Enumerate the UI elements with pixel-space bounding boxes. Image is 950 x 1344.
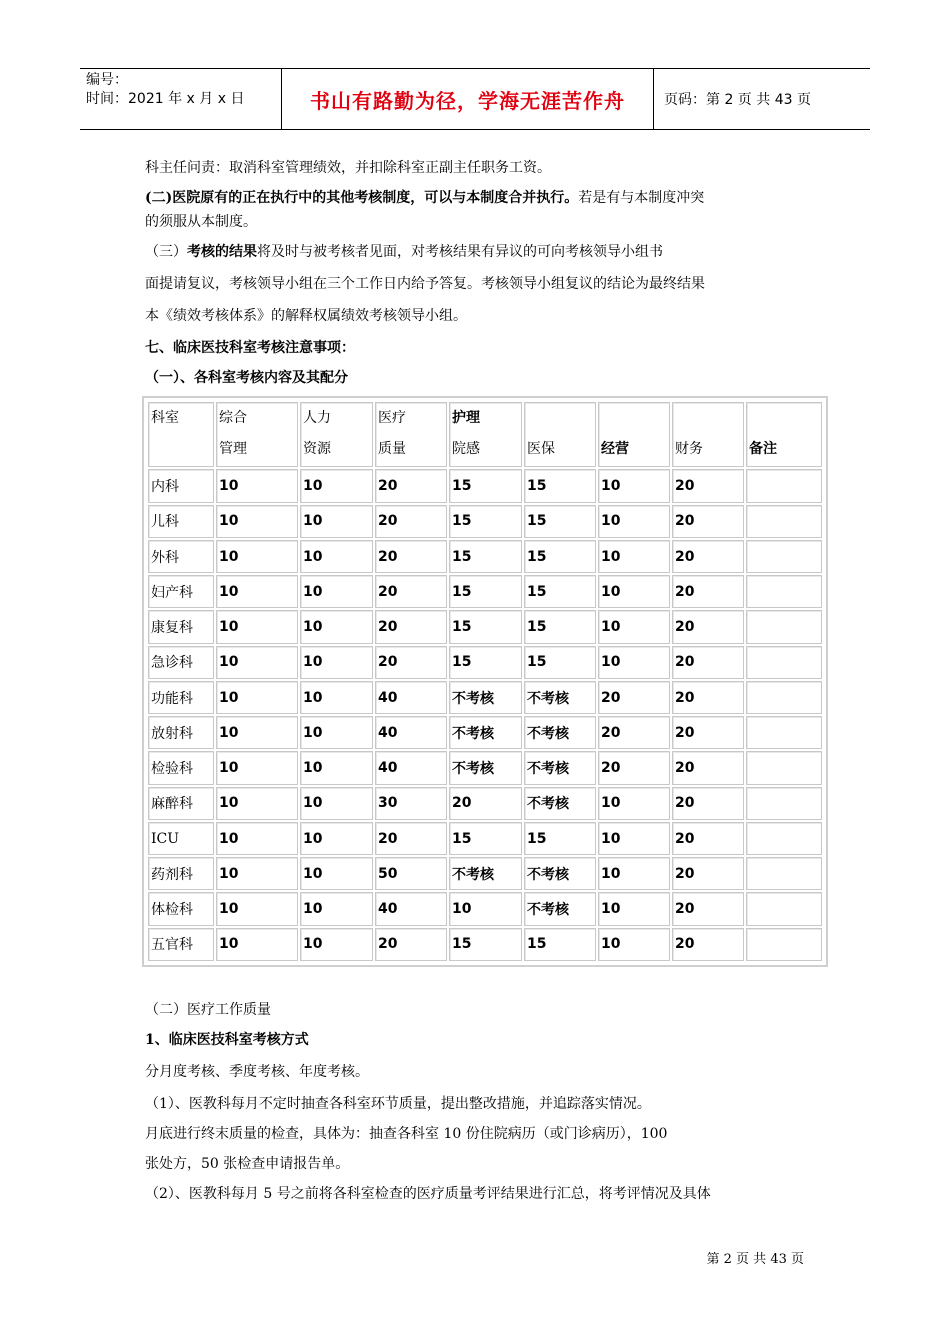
paragraph-text: （三） <box>145 244 187 260</box>
table-row <box>148 822 822 855</box>
score-cell: 15 <box>524 505 596 538</box>
score-cell: 20 <box>672 610 744 643</box>
score-cell: 20 <box>672 751 744 784</box>
score-cell: 20 <box>449 787 522 820</box>
score-cell: 15 <box>524 540 596 573</box>
table-row <box>148 857 822 890</box>
score-cell: 10 <box>598 646 670 679</box>
score-cell: 20 <box>672 646 744 679</box>
score-cell: 15 <box>449 928 522 961</box>
paragraph: （1）、医教科每月不定时抽查各科室环节质量，提出整改措施，并追踪落实情况。 <box>145 1096 651 1112</box>
score-cell: 15 <box>449 646 522 679</box>
score-cell: 10 <box>300 751 373 784</box>
score-cell: 10 <box>598 892 670 925</box>
score-cell: 10 <box>216 751 298 784</box>
score-cell: 10 <box>598 822 670 855</box>
score-cell: 20 <box>672 892 744 925</box>
score-cell: 10 <box>300 857 373 890</box>
score-cell: 20 <box>598 716 670 749</box>
dept-cell: 体检科 <box>148 892 214 925</box>
paragraph <box>145 188 704 208</box>
score-cell: 15 <box>449 610 522 643</box>
header-meta <box>80 69 282 129</box>
table-body <box>148 402 822 961</box>
score-cell: 15 <box>524 928 596 961</box>
score-cell: 20 <box>375 822 447 855</box>
score-cell: 15 <box>524 469 596 502</box>
score-cell: 50 <box>375 857 447 890</box>
score-cell: 20 <box>672 469 744 502</box>
score-cell: 10 <box>300 681 373 714</box>
dept-cell: 五官科 <box>148 928 214 961</box>
score-cell: 15 <box>449 505 522 538</box>
score-cell: 20 <box>598 681 670 714</box>
score-cell <box>746 681 822 714</box>
score-cell: 20 <box>375 505 447 538</box>
score-cell: 40 <box>375 681 447 714</box>
score-cell: 10 <box>300 822 373 855</box>
score-cell: 20 <box>672 857 744 890</box>
score-cell: 20 <box>672 505 744 538</box>
score-cell: 不考核 <box>449 681 522 714</box>
score-cell: 10 <box>216 892 298 925</box>
score-cell: 10 <box>300 575 373 608</box>
number-label: 编号： <box>86 72 128 88</box>
score-cell: 10 <box>598 857 670 890</box>
score-cell: 不考核 <box>449 716 522 749</box>
score-cell: 10 <box>216 575 298 608</box>
score-cell: 10 <box>300 787 373 820</box>
paragraph <box>145 242 663 262</box>
score-cell: 10 <box>216 787 298 820</box>
score-cell: 40 <box>375 716 447 749</box>
score-cell: 20 <box>672 681 744 714</box>
score-cell: 10 <box>300 892 373 925</box>
score-cell: 20 <box>375 646 447 679</box>
table-row <box>148 505 822 538</box>
dept-cell: 检验科 <box>148 751 214 784</box>
paragraph: 月底进行终末质量的检查，具体为：抽查各科室 10 份住院病历（或门诊病历），100 <box>145 1126 668 1142</box>
table-header-row <box>148 402 822 467</box>
score-cell: 不考核 <box>449 857 522 890</box>
table-row <box>148 892 822 925</box>
dept-cell: 麻醉科 <box>148 787 214 820</box>
paragraph: 分月度考核、季度考核、年度考核。 <box>145 1064 369 1080</box>
header-cell: 医疗 质量 <box>375 402 447 467</box>
score-cell: 10 <box>300 505 373 538</box>
page-header <box>80 68 870 130</box>
dept-cell: ICU <box>148 822 214 855</box>
dept-cell: 急诊科 <box>148 646 214 679</box>
score-cell: 30 <box>375 787 447 820</box>
score-cell: 10 <box>449 892 522 925</box>
score-cell: 10 <box>300 540 373 573</box>
score-cell: 10 <box>598 469 670 502</box>
score-cell <box>746 787 822 820</box>
score-cell <box>746 857 822 890</box>
header-cell: 备注 <box>746 402 822 467</box>
score-cell: 15 <box>449 575 522 608</box>
score-cell: 20 <box>672 822 744 855</box>
table-row <box>148 716 822 749</box>
score-cell: 10 <box>216 646 298 679</box>
score-cell: 20 <box>672 928 744 961</box>
time-label: 时间：2021 年 x 月 x 日 <box>86 91 245 107</box>
subsection-heading: 1、临床医技科室考核方式 <box>145 1032 309 1048</box>
table-row <box>148 787 822 820</box>
section-title: （二）医疗工作质量 <box>145 1002 271 1018</box>
header-cell: 人力 资源 <box>300 402 373 467</box>
dept-cell: 儿科 <box>148 505 214 538</box>
header-cell: 护理 院感 <box>449 402 522 467</box>
score-cell <box>746 892 822 925</box>
score-cell: 10 <box>598 505 670 538</box>
score-cell: 10 <box>216 505 298 538</box>
score-cell: 10 <box>216 540 298 573</box>
score-cell: 10 <box>216 610 298 643</box>
score-cell: 40 <box>375 751 447 784</box>
table-row <box>148 575 822 608</box>
score-cell: 10 <box>216 716 298 749</box>
score-cell: 15 <box>524 575 596 608</box>
bold-text: (二)医院原有的正在执行中的其他考核制度，可以与本制度合并执行。 <box>145 190 579 206</box>
score-cell: 10 <box>300 716 373 749</box>
paragraph-text: 若是有与本制度冲突 <box>578 190 705 206</box>
score-cell: 不考核 <box>524 857 596 890</box>
score-table <box>142 396 828 967</box>
header-motto: 书山有路勤为径，学海无涯苦作舟 <box>282 69 654 129</box>
score-cell: 不考核 <box>449 751 522 784</box>
dept-cell: 外科 <box>148 540 214 573</box>
score-cell: 15 <box>449 822 522 855</box>
score-cell: 20 <box>672 716 744 749</box>
paragraph-text: 将及时与被考核者见面，对考核结果有异议的可向考核领导小组书 <box>257 244 663 260</box>
score-cell: 20 <box>598 751 670 784</box>
score-cell: 15 <box>524 822 596 855</box>
table-row <box>148 646 822 679</box>
score-cell <box>746 469 822 502</box>
paragraph: （2）、医教科每月 5 号之前将各科室检查的医疗质量考评结果进行汇总，将考评情况及具体 <box>145 1186 711 1202</box>
score-cell: 20 <box>375 575 447 608</box>
header-cell: 综合 管理 <box>216 402 298 467</box>
score-cell: 10 <box>300 469 373 502</box>
score-cell: 10 <box>216 469 298 502</box>
score-cell: 15 <box>524 610 596 643</box>
table-row <box>148 751 822 784</box>
header-cell: 财务 <box>672 402 744 467</box>
page-footer: 第 2 页 共 43 页 <box>706 1252 804 1267</box>
score-cell: 不考核 <box>524 716 596 749</box>
score-cell: 10 <box>598 540 670 573</box>
header-cell: 科室 <box>148 402 214 467</box>
table-row <box>148 540 822 573</box>
score-cell <box>746 928 822 961</box>
header-cell: 经营 <box>598 402 670 467</box>
dept-cell: 内科 <box>148 469 214 502</box>
paragraph: 张处方，50 张检查申请报告单。 <box>145 1156 350 1172</box>
dept-cell: 康复科 <box>148 610 214 643</box>
score-cell <box>746 575 822 608</box>
score-cell <box>746 610 822 643</box>
paragraph: 面提请复议，考核领导小组在三个工作日内给予答复。考核领导小组复议的结论为最终结果 <box>145 276 705 292</box>
header-cell: 医保 <box>524 402 596 467</box>
score-table-grid <box>146 400 824 963</box>
score-cell: 10 <box>216 857 298 890</box>
score-cell: 10 <box>216 681 298 714</box>
score-cell <box>746 540 822 573</box>
score-cell: 不考核 <box>524 681 596 714</box>
score-cell <box>746 822 822 855</box>
score-cell: 20 <box>672 787 744 820</box>
score-cell: 40 <box>375 892 447 925</box>
score-cell: 20 <box>375 610 447 643</box>
score-cell: 20 <box>672 540 744 573</box>
table-row <box>148 469 822 502</box>
section-heading: 七、临床医技科室考核注意事项： <box>145 340 355 356</box>
score-cell: 15 <box>524 646 596 679</box>
score-cell: 20 <box>375 540 447 573</box>
score-cell: 15 <box>449 540 522 573</box>
score-cell <box>746 716 822 749</box>
bold-text: 考核的结果 <box>187 244 257 260</box>
score-cell: 不考核 <box>524 787 596 820</box>
score-cell: 不考核 <box>524 892 596 925</box>
score-cell: 10 <box>216 822 298 855</box>
table-row <box>148 928 822 961</box>
paragraph: 本《绩效考核体系》的解释权属绩效考核领导小组。 <box>145 308 467 324</box>
score-cell: 20 <box>672 575 744 608</box>
score-cell: 10 <box>598 610 670 643</box>
dept-cell: 放射科 <box>148 716 214 749</box>
dept-cell: 妇产科 <box>148 575 214 608</box>
section-heading <box>145 1000 271 1020</box>
score-cell: 不考核 <box>524 751 596 784</box>
score-cell <box>746 751 822 784</box>
score-cell: 10 <box>598 787 670 820</box>
subsection-heading: （一）、各科室考核内容及其配分 <box>145 370 348 386</box>
dept-cell: 药剂科 <box>148 857 214 890</box>
table-row <box>148 610 822 643</box>
score-cell: 15 <box>449 469 522 502</box>
score-cell <box>746 646 822 679</box>
paragraph: 科主任问责：取消科室管理绩效，并扣除科室正副主任职务工资。 <box>145 160 551 176</box>
score-cell: 10 <box>216 928 298 961</box>
paragraph: 的须服从本制度。 <box>145 214 257 230</box>
score-cell: 10 <box>598 575 670 608</box>
dept-cell: 功能科 <box>148 681 214 714</box>
header-page-label: 页码：第 2 页 共 43 页 <box>664 92 811 108</box>
score-cell: 20 <box>375 928 447 961</box>
score-cell: 10 <box>300 646 373 679</box>
table-row <box>148 681 822 714</box>
score-cell: 10 <box>300 928 373 961</box>
score-cell: 10 <box>300 610 373 643</box>
score-cell <box>746 505 822 538</box>
score-cell: 20 <box>375 469 447 502</box>
score-cell: 10 <box>598 928 670 961</box>
